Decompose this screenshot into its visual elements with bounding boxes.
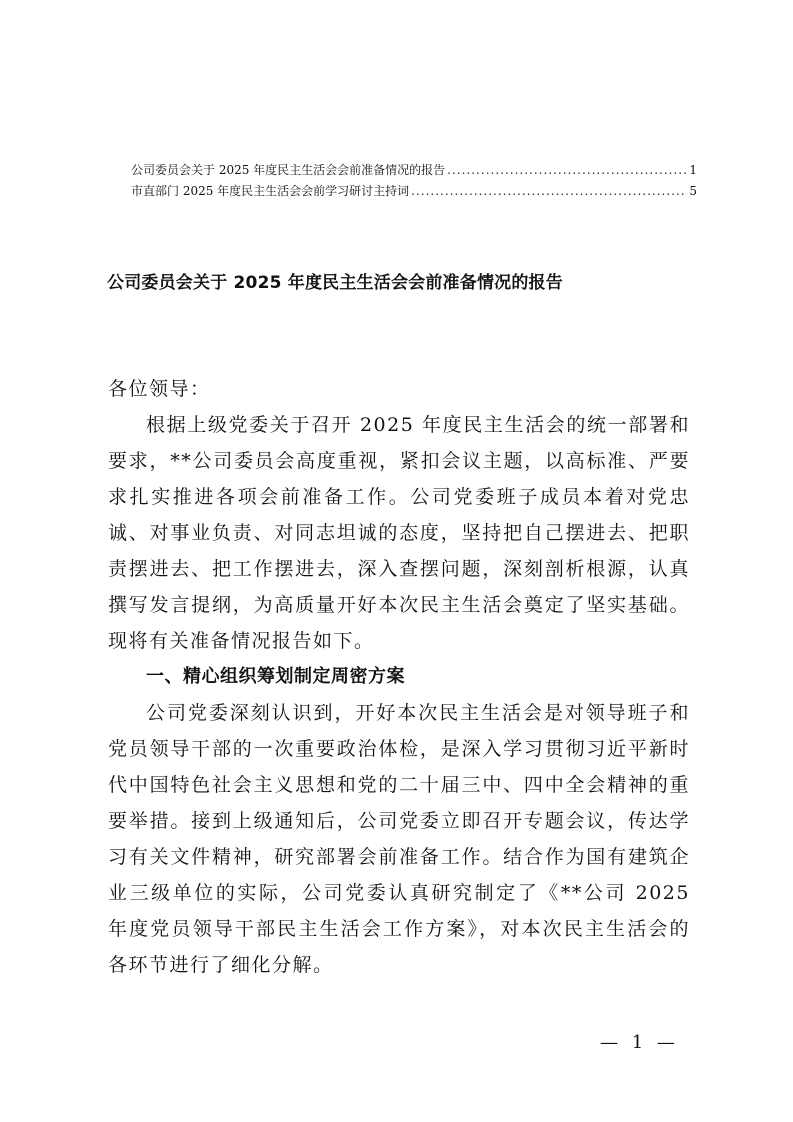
page-number: — 1 — — [600, 1032, 679, 1053]
toc-entry-page[interactable]: 1 — [689, 163, 697, 177]
toc-leader-dots — [447, 160, 687, 181]
paragraph: 公司党委深刻认识到，开好本次民主生活会是对领导班子和党员领导干部的一次重要政治体检，是深入学习贯彻习近平新时代中国特色社会主义思想和党的二十届三中、四中全会精神的重要举措。接到上级通知后，公司党委立即召开专题会议，传达学习有关文件精神，研究部署会前准备工作。结合作为国有建筑企业三级单位的实际，公司党委认真研究制定了《**公司 2025 年度党员领导干部民主生活会工作方案》，对本次民主生活会的各环节进行了细化分解。 — [108, 702, 690, 976]
paragraph: 根据上级党委关于召开 2025 年度民主生活会的统一部署和要求，**公司委员会高度重视，紧扣会议主题，以高标准、严要求扎实推进各项会前准备工作。公司党委班子成员本着对党忠诚、对事业负责、对同志坦诚的态度，坚持把自己摆进去、把职责摆进去、把工作摆进去，深入查摆问题，深刻剖析根源，认真撰写发言提纲，为高质量开好本次民主生活会奠定了坚实基础。现将有关准备情况报告如下。 — [108, 414, 690, 652]
toc-entry-title[interactable]: 公司委员会关于 2025 年度民主生活会会前准备情况的报告 — [131, 163, 446, 177]
section-heading: 一、精心组织筹划制定周密方案 — [146, 666, 405, 687]
salutation: 各位领导： — [108, 378, 211, 400]
toc-entry[interactable] — [131, 160, 697, 181]
toc-entry-page[interactable]: 5 — [689, 184, 697, 198]
toc-entry-title[interactable]: 市直部门 2025 年度民主生活会会前学习研讨主持词 — [131, 184, 410, 198]
toc-entry[interactable] — [131, 181, 697, 202]
document-body — [108, 371, 690, 983]
toc-leader-dots — [411, 181, 687, 202]
table-of-contents — [131, 160, 697, 202]
document-title: 公司委员会关于 2025 年度民主生活会会前准备情况的报告 — [107, 273, 563, 293]
